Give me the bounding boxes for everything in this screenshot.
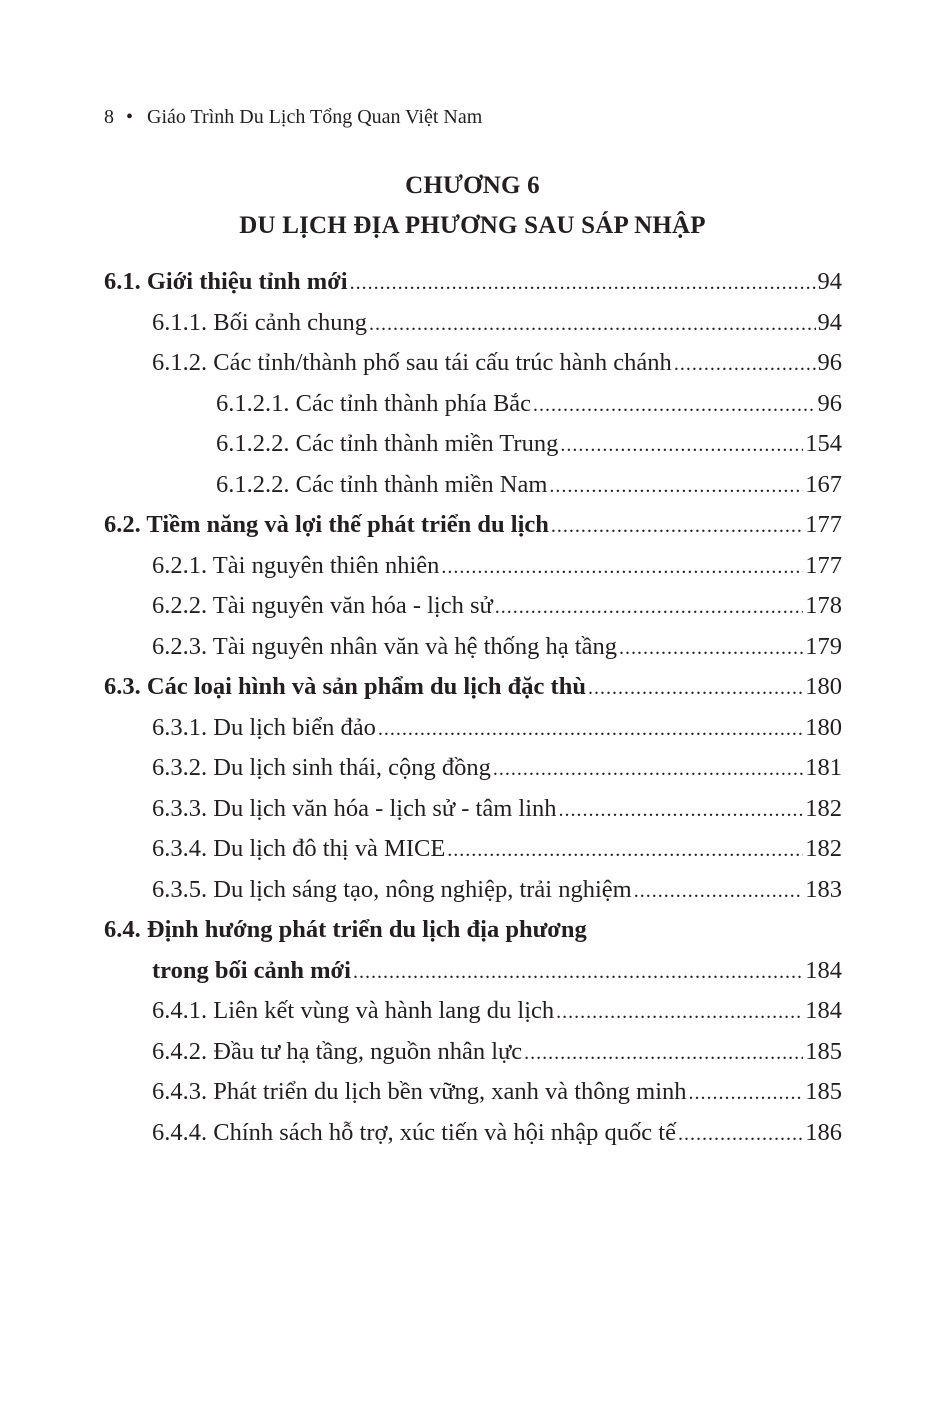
- toc-page-number: 186: [805, 1118, 842, 1146]
- dot-leader: [674, 343, 816, 385]
- toc-page-number: 177: [805, 511, 842, 538]
- bullet-separator: •: [126, 106, 134, 128]
- toc-entry-title: 6.1. Giới thiệu tỉnh mới: [104, 268, 348, 295]
- toc-entry[interactable]: [104, 1113, 842, 1154]
- dot-leader: [524, 1032, 803, 1074]
- dot-leader: [619, 627, 803, 669]
- toc-entry[interactable]: [104, 546, 842, 587]
- toc-entry-title: 6.2.2. Tài nguyên văn hóa - lịch sử: [152, 592, 493, 619]
- toc-entry[interactable]: [104, 505, 842, 546]
- toc-page-number: 179: [805, 632, 842, 660]
- toc-entry-title: 6.3.2. Du lịch sinh thái, cộng đồng: [152, 754, 491, 781]
- dot-leader: [556, 991, 803, 1033]
- table-of-contents: [104, 262, 842, 1153]
- dot-leader: [493, 748, 803, 790]
- dot-leader: [588, 667, 803, 709]
- toc-entry[interactable]: [104, 1032, 842, 1073]
- toc-page-number: 185: [805, 1078, 842, 1105]
- toc-entry-title: 6.2. Tiềm năng và lợi thế phát triển du lịch: [104, 511, 549, 538]
- toc-entry-title: 6.1.2. Các tỉnh/thành phố sau tái cấu trúc hành chánh: [152, 349, 672, 376]
- toc-entry-title: 6.3. Các loại hình và sản phẩm du lịch đặc thù: [104, 673, 586, 700]
- dot-leader: [559, 789, 804, 831]
- dot-leader: [447, 829, 803, 871]
- toc-entry[interactable]: [104, 303, 842, 344]
- running-header: [104, 106, 482, 129]
- toc-entry-title: 6.2.3. Tài nguyên nhân văn và hệ thống hạ tầng: [152, 632, 617, 660]
- toc-entry[interactable]: [104, 262, 842, 303]
- dot-leader: [689, 1072, 804, 1114]
- toc-page-number: 178: [805, 592, 842, 619]
- toc-entry-title: 6.1.1. Bối cảnh chung: [152, 308, 368, 336]
- toc-page-number: 180: [805, 713, 842, 741]
- dot-leader: [369, 303, 815, 345]
- dot-leader: [549, 465, 803, 507]
- toc-page-number: 96: [817, 389, 842, 417]
- dot-leader: [353, 951, 803, 993]
- dot-leader: [350, 262, 816, 304]
- toc-entry-title: 6.4.3. Phát triển du lịch bền vững, xanh và thông minh: [152, 1078, 687, 1105]
- toc-page-number: 94: [817, 268, 842, 295]
- toc-page-number: 94: [817, 308, 842, 336]
- toc-entry[interactable]: [104, 829, 842, 870]
- toc-page-number: 181: [805, 754, 842, 781]
- toc-entry[interactable]: [104, 1072, 842, 1113]
- dot-leader: [678, 1113, 803, 1155]
- toc-page-number: 154: [805, 430, 842, 457]
- dot-leader: [441, 546, 803, 588]
- chapter-title: DU LỊCH ĐỊA PHƯƠNG SAU SÁP NHẬP: [239, 212, 706, 239]
- dot-leader: [495, 586, 803, 628]
- toc-entry-title: 6.1.2.2. Các tỉnh thành miền Nam: [216, 470, 548, 498]
- toc-entry-title: 6.4. Định hướng phát triển du lịch địa phương: [104, 916, 587, 943]
- toc-entry[interactable]: [104, 424, 842, 465]
- toc-entry-title: 6.4.4. Chính sách hỗ trợ, xúc tiến và hội nhập quốc tế: [152, 1118, 676, 1146]
- page-number: 8: [104, 106, 114, 128]
- toc-page-number: 183: [805, 875, 842, 903]
- toc-page-number: 182: [805, 794, 842, 822]
- toc-entry-title: 6.1.2.2. Các tỉnh thành miền Trung: [216, 430, 559, 457]
- dot-leader: [560, 424, 803, 466]
- toc-entry[interactable]: [104, 991, 842, 1032]
- toc-entry[interactable]: [104, 870, 842, 911]
- toc-entry[interactable]: [104, 789, 842, 830]
- chapter-label: CHƯƠNG 6: [405, 172, 540, 199]
- toc-entry-title: 6.3.3. Du lịch văn hóa - lịch sử - tâm linh: [152, 794, 557, 822]
- toc-entry[interactable]: [104, 384, 842, 425]
- toc-page-number: 184: [805, 956, 842, 984]
- toc-entry[interactable]: [104, 586, 842, 627]
- toc-entry-title: 6.3.4. Du lịch đô thị và MICE: [152, 835, 446, 862]
- toc-page-number: 182: [805, 835, 842, 862]
- toc-entry[interactable]: [104, 748, 842, 789]
- dot-leader: [551, 505, 803, 547]
- toc-entry-title: 6.1.2.1. Các tỉnh thành phía Bắc: [216, 389, 532, 417]
- toc-page-number: 180: [805, 673, 842, 700]
- toc-page-number: 184: [805, 997, 842, 1024]
- toc-entry-title: 6.3.5. Du lịch sáng tạo, nông nghiệp, trải nghiệm: [152, 875, 632, 903]
- toc-entry[interactable]: [104, 667, 842, 708]
- dot-leader: [634, 870, 804, 912]
- book-title: Giáo Trình Du Lịch Tổng Quan Việt Nam: [147, 106, 483, 128]
- dot-leader: [533, 384, 815, 426]
- toc-entry-title: 6.3.1. Du lịch biển đảo: [152, 713, 376, 741]
- toc-entry[interactable]: [104, 627, 842, 668]
- toc-entry[interactable]: [104, 708, 842, 749]
- toc-entry-title: 6.2.1. Tài nguyên thiên nhiên: [152, 551, 440, 579]
- toc-entry-title: trong bối cảnh mới: [152, 956, 351, 984]
- toc-entry[interactable]: [104, 910, 842, 951]
- toc-entry-title: 6.4.1. Liên kết vùng và hành lang du lịch: [152, 997, 555, 1024]
- toc-entry-title: 6.4.2. Đầu tư hạ tầng, nguồn nhân lực: [152, 1037, 523, 1065]
- toc-page-number: 96: [817, 349, 842, 376]
- toc-page-number: 185: [805, 1037, 842, 1065]
- toc-entry[interactable]: [104, 951, 842, 992]
- dot-leader: [378, 708, 803, 750]
- toc-entry[interactable]: [104, 343, 842, 384]
- toc-page-number: 177: [805, 551, 842, 579]
- toc-entry[interactable]: [104, 465, 842, 506]
- toc-page-number: 167: [805, 470, 842, 498]
